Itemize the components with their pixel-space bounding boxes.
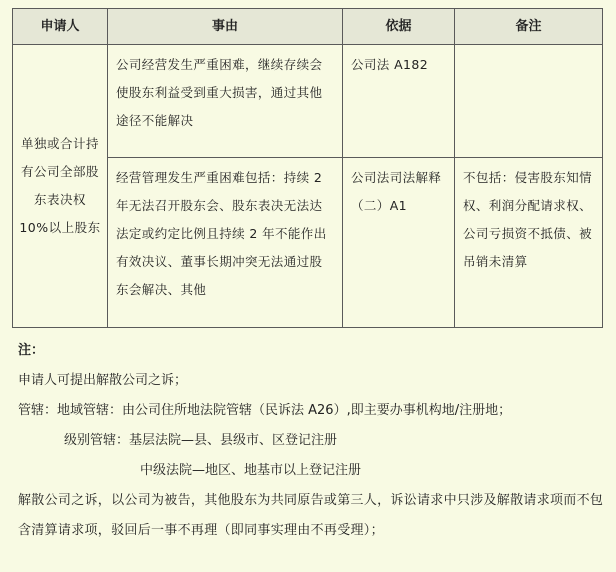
applicant-text: 单独或合计持有公司全部股东表决权 10%以上股东 <box>19 136 101 235</box>
notes-line: 申请人可提出解散公司之诉； <box>18 373 188 388</box>
note-cell <box>455 158 603 328</box>
notes-section <box>18 336 610 546</box>
reason-cell <box>108 158 343 328</box>
notes-heading: 注： <box>18 343 45 358</box>
notes-line: 管辖：地域管辖：由公司住所地法院管辖（民诉法 A26）,即主要办事机构地/注册地； <box>18 403 512 418</box>
note-text: 不包括：侵害股东知情权、利润分配请求权、公司亏损资不抵债、被吊销未清算 <box>463 170 593 269</box>
table-header-row <box>13 9 603 45</box>
dissolution-table <box>12 8 603 328</box>
basis-cell <box>343 45 455 158</box>
applicant-cell <box>13 45 108 328</box>
notes-line: 中级法院—地区、地基市以上登记注册 <box>140 463 362 478</box>
table-row <box>13 45 603 158</box>
basis-text: 公司法司法解释（二）A1 <box>351 170 442 213</box>
notes-line: 级别管辖：基层法院—县、县级市、区登记注册 <box>64 433 338 448</box>
basis-text: 公司法 A182 <box>351 57 429 72</box>
header-note: 备注 <box>455 9 603 45</box>
reason-text: 经营管理发生严重困难包括：持续 2 年无法召开股东会、股东表决无法达法定或约定比例且持续 2 年不能作出有效决议、董事长期冲突无法通过股东会解决、其他 <box>116 170 327 297</box>
notes-line: 解散公司之诉，以公司为被告，其他股东为共同原告或第三人，诉讼请求中只涉及解散请求项而不包含清算请求项，驳回后一事不再理（即同事实理由不再受理）； <box>18 493 604 538</box>
header-reason: 事由 <box>108 9 343 45</box>
basis-cell <box>343 158 455 328</box>
note-cell <box>455 45 603 158</box>
header-basis: 依据 <box>343 9 455 45</box>
header-applicant: 申请人 <box>13 9 108 45</box>
reason-cell <box>108 45 343 158</box>
reason-text: 公司经营发生严重困难，继续存续会使股东利益受到重大损害，通过其他途径不能解决 <box>116 57 323 128</box>
